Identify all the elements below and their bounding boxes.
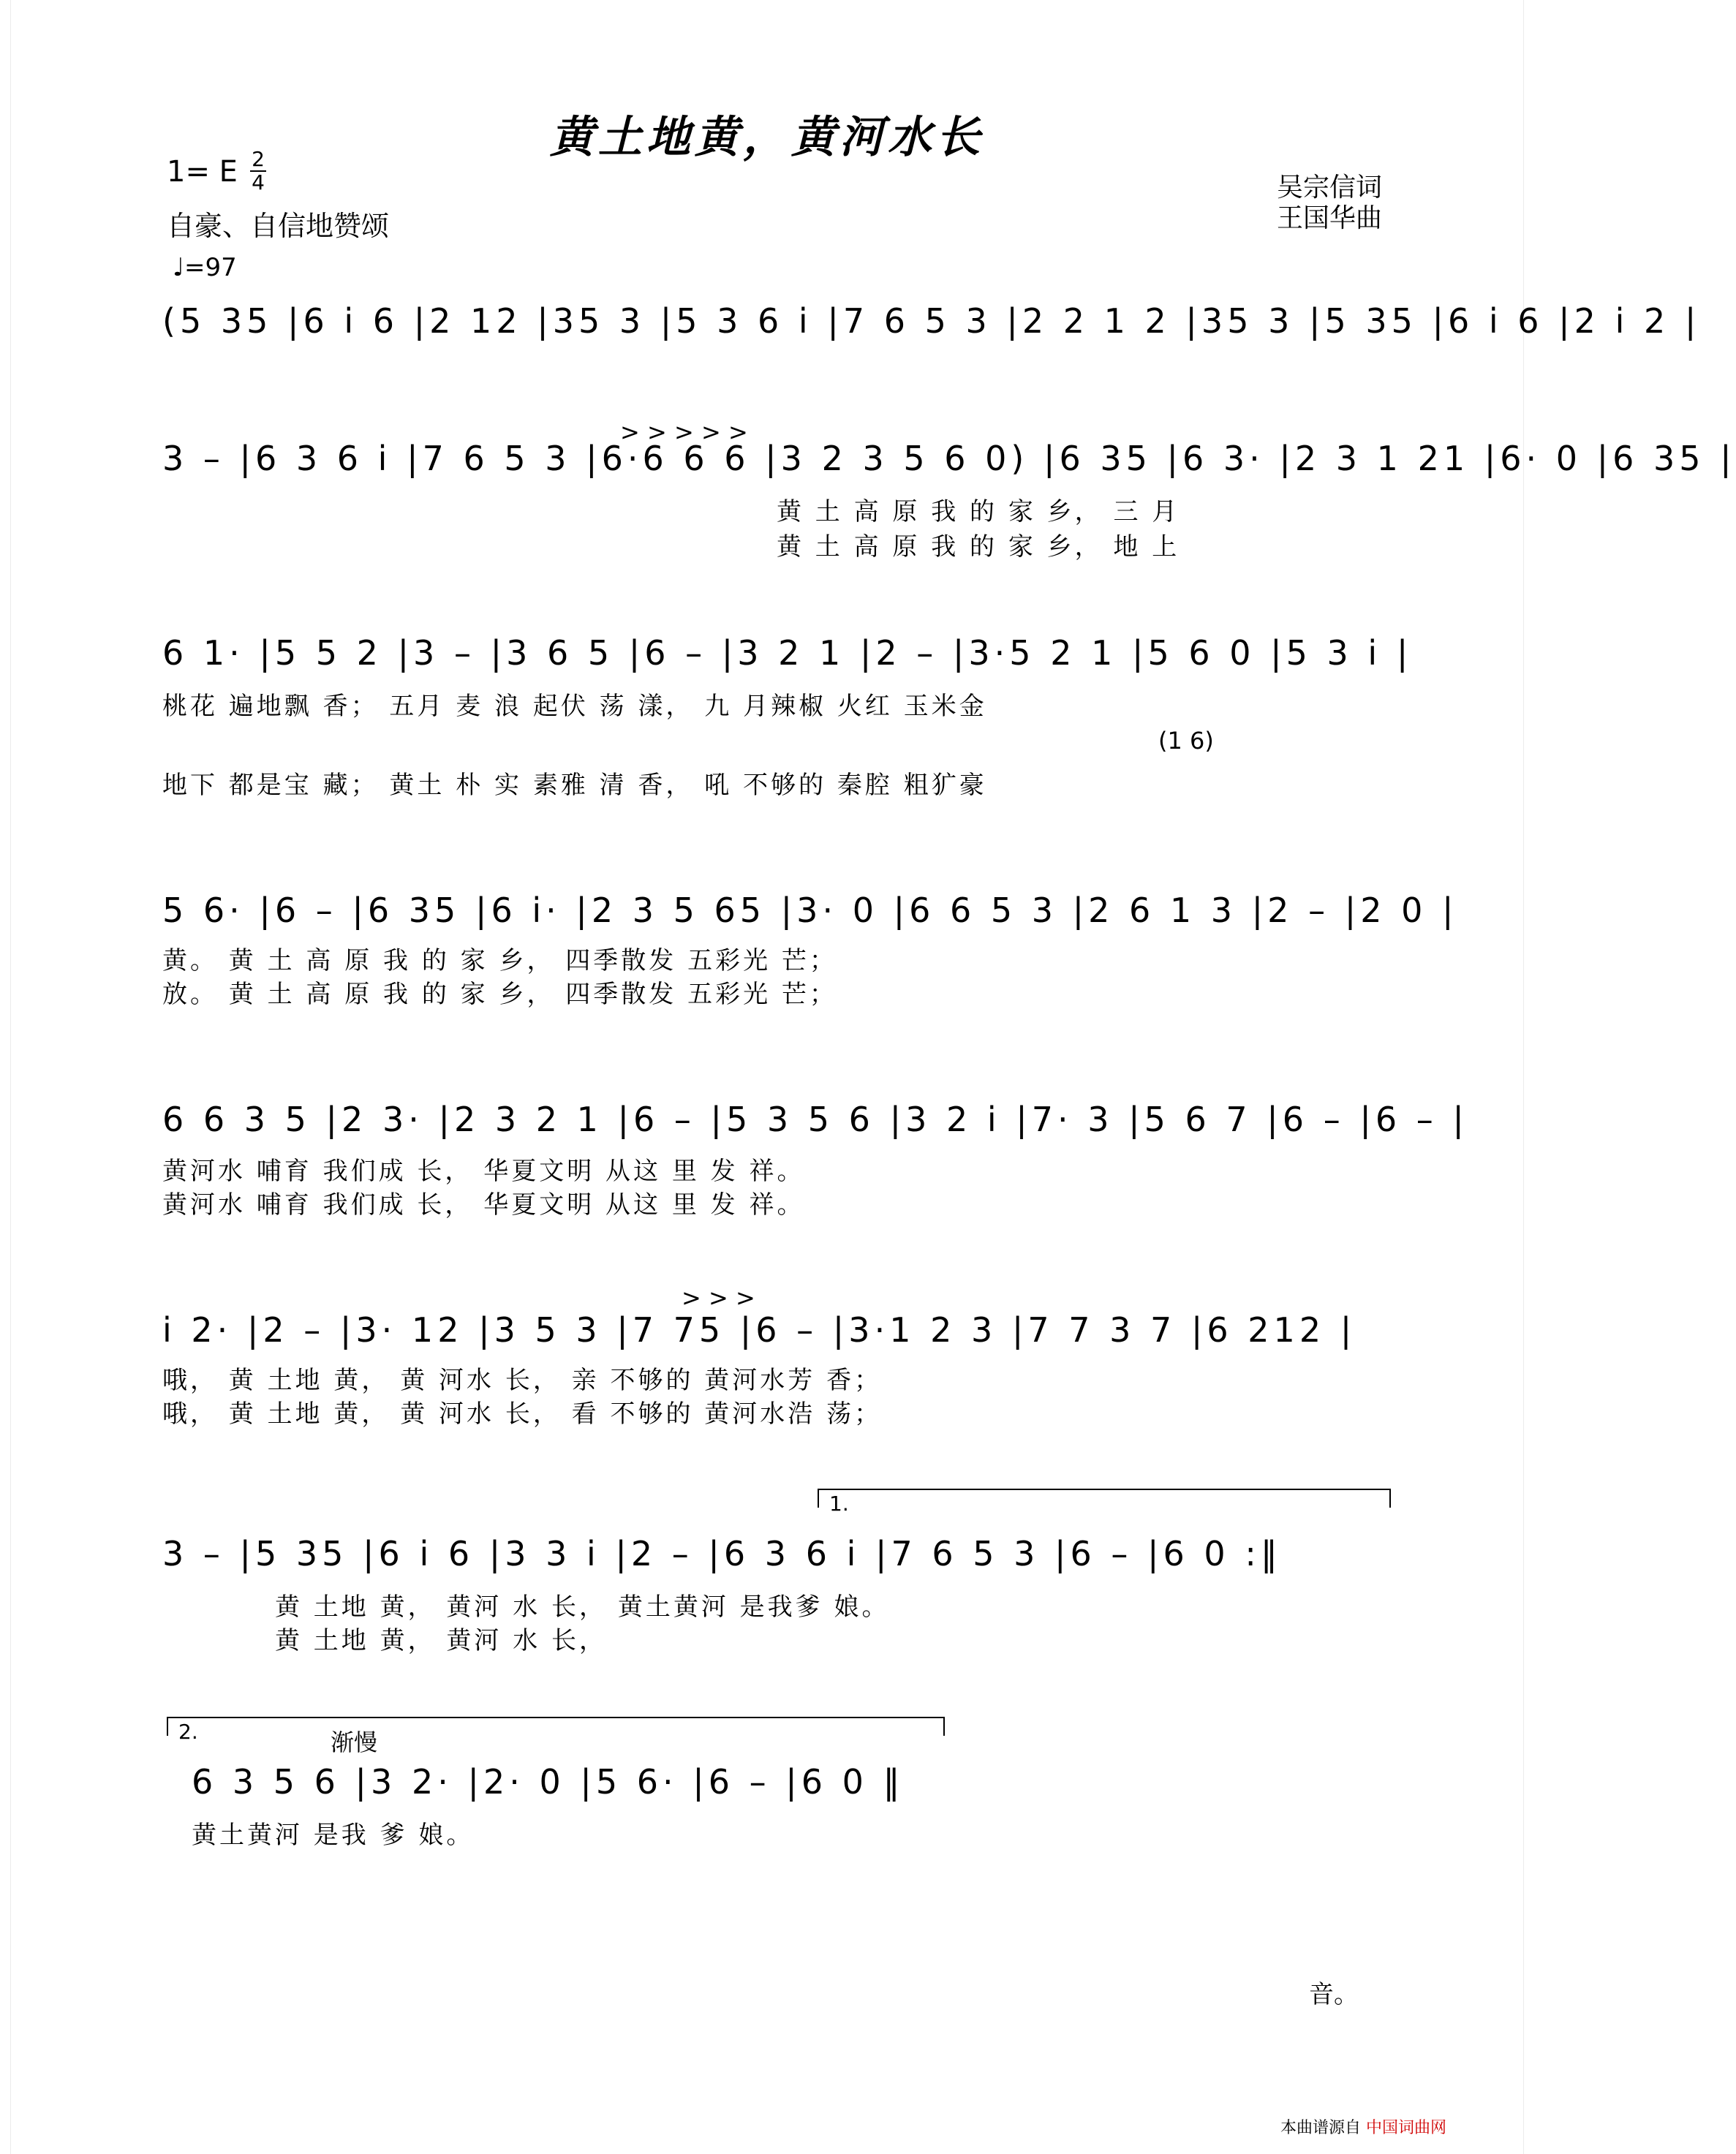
lyric-verse-2: 放。 黄 土 高 原 我 的 家 乡， 四季散发 五彩光 芒； xyxy=(162,980,837,1009)
first-ending-bracket xyxy=(818,1489,1391,1516)
lyric-verse-1: 黄河水 哺育 我们成 长， 华夏文明 从这 里 发 祥。 xyxy=(162,1157,805,1186)
score-row-7 xyxy=(162,1534,1391,1655)
lyric-verse-1: 桃花 遍地飘 香； 五月 麦 浪 起伏 荡 漾， 九 月辣椒 火红 玉米金 xyxy=(162,692,987,721)
accent-marks: > > > > > xyxy=(620,418,748,446)
key-signature: 1= E xyxy=(167,155,238,189)
time-signature-bottom: 4 xyxy=(252,170,265,194)
tempo-marking: ♩=97 xyxy=(173,253,237,282)
lyric-verse-1: 哦， 黄 土地 黄， 黄 河水 长， 亲 不够的 黄河水芳 香； xyxy=(162,1366,883,1395)
time-signature-top: 2 xyxy=(252,147,265,171)
lyric-verse-2: 地下 都是宝 藏； 黄土 朴 实 素雅 清 香， 吼 不够的 秦腔 粗犷豪 xyxy=(162,771,987,800)
score-row-8 xyxy=(192,1728,1420,1850)
source-footer xyxy=(1280,2115,1446,2138)
left-margin-strip xyxy=(0,0,11,2154)
notation-line: 3 – |5 35 |6 i 6 |3 3 i |2 – |6 3 6 i |7 6 5 3 |6 – |6 0 :‖ xyxy=(162,1534,1282,1573)
second-ending-label: 2. xyxy=(178,1720,198,1744)
lyric-verse-2: 黄 土 高 原 我 的 家 乡， 地 上 xyxy=(777,532,1180,562)
lyric-verse-1: 黄土黄河 是我 爹 娘。 xyxy=(192,1821,475,1850)
lyric-verse-1: 黄。 黄 土 高 原 我 的 家 乡， 四季散发 五彩光 芒； xyxy=(162,946,837,975)
time-signature xyxy=(250,149,266,193)
lyric-verse-2: 黄河水 哺育 我们成 长， 华夏文明 从这 里 发 祥。 xyxy=(162,1190,805,1220)
accent-marks: > > > xyxy=(682,1284,755,1312)
notation-line: i 2· |2 – |3· 12 |3 5 3 |7 75 |6 – |3·1 2 3 |7 7 3 7 |6 212 | xyxy=(162,1310,1356,1350)
trailing-text: 音。 xyxy=(1309,1980,1359,2009)
score-row-4 xyxy=(162,891,1458,1009)
footer-site-link[interactable]: 中国词曲网 xyxy=(1365,2119,1446,2137)
notation-line: 6 3 5 6 |3 2· |2· 0 |5 6· |6 – |6 0 ‖ xyxy=(192,1762,905,1802)
score-row-5 xyxy=(162,1100,1468,1220)
ritardando-marking: 渐慢 xyxy=(331,1728,378,1756)
notation-line: 5 6· |6 – |6 35 |6 i· |2 3 5 65 |3· 0 |6 6 5 3 |2 6 1 3 |2 – |2 0 | xyxy=(162,891,1458,930)
composer-credit: 王国华曲 xyxy=(1276,203,1382,233)
notation-line: 6 6 3 5 |2 3· |2 3 2 1 |6 – |5 3 5 6 |3 2 i |7· 3 |5 6 7 |6 – |6 – | xyxy=(162,1100,1468,1139)
alternate-notes: (1 6) xyxy=(1158,727,1214,755)
lyric-verse-2: 哦， 黄 土地 黄， 黄 河水 长， 看 不够的 黄河水浩 荡； xyxy=(162,1399,883,1429)
score-row-1 xyxy=(162,301,1701,374)
lyric-verse-1: 黄 土地 黄， 黄河 水 长， 黄土黄河 是我爹 娘。 xyxy=(275,1592,890,1622)
expression-marking: 自豪、自信地赞颂 xyxy=(167,210,390,242)
notation-line: 3 – |6 3 6 i |7 6 5 3 |6·6 6 6 |3 2 3 5 6 0) |6 35 |6 3· |2 3 1 21 |6· 0 |6 35 | xyxy=(162,439,1736,478)
first-ending-label: 1. xyxy=(829,1492,849,1516)
score-row-2 xyxy=(162,418,1736,562)
song-title: 黄土地黄，黄河水长 xyxy=(550,112,984,163)
score-row-3 xyxy=(162,633,1413,800)
notation-line: 6 1· |5 5 2 |3 – |3 6 5 |6 – |3 2 1 |2 – |3·5 2 1 |5 6 0 |5 3 i | xyxy=(162,633,1413,673)
score-row-6 xyxy=(162,1284,1391,1429)
footer-source-label: 本曲谱源自 xyxy=(1280,2119,1361,2137)
lyricist-credit: 吴宗信词 xyxy=(1276,173,1382,203)
lyric-verse-1: 黄 土 高 原 我 的 家 乡， 三 月 xyxy=(777,497,1180,526)
notation-line: (5 35 |6 i 6 |2 12 |35 3 |5 3 6 i |7 6 5 3 |2 2 1 2 |35 3 |5 35 |6 i 6 |2 i 2 | xyxy=(162,301,1701,341)
lyric-verse-2: 黄 土地 黄， 黄河 水 长， xyxy=(275,1626,608,1655)
